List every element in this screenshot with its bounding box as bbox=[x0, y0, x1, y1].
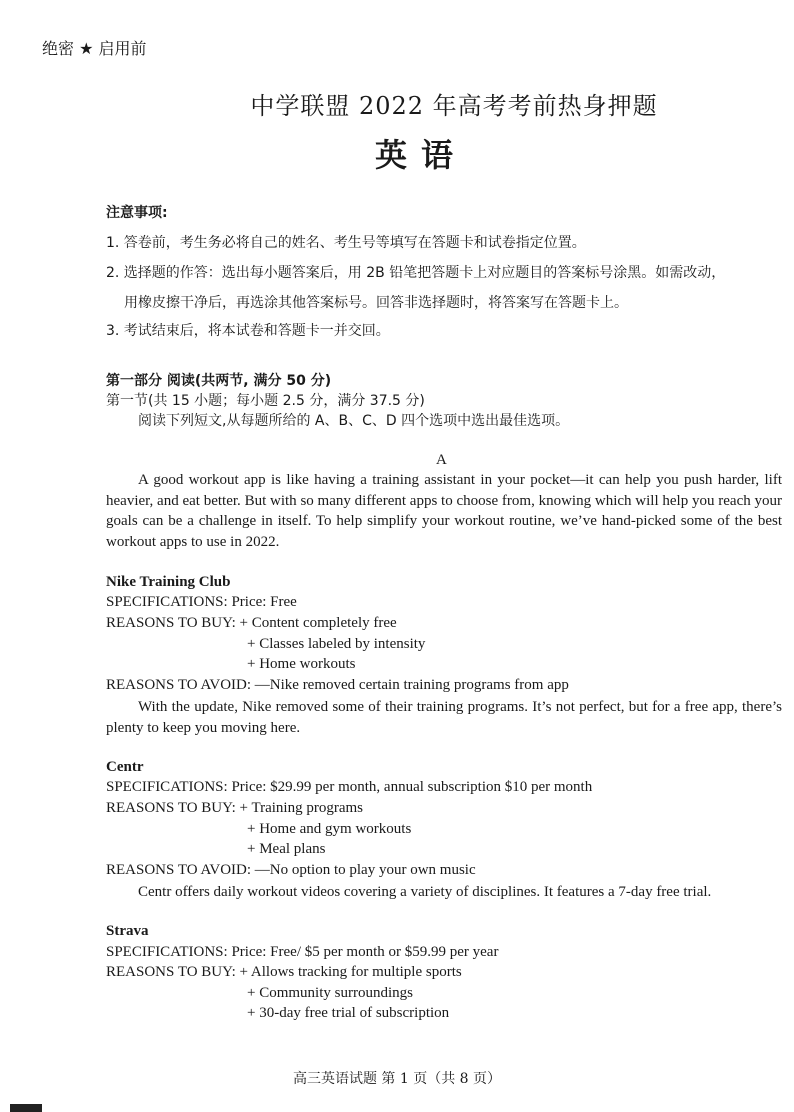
app-buy-item-centr-3: + Meal plans bbox=[247, 841, 326, 857]
app-specs-nike: SPECIFICATIONS: Price: Free bbox=[106, 594, 297, 610]
app-specs-centr: SPECIFICATIONS: Price: $29.99 per month, annual subscription $10 per month bbox=[106, 779, 593, 795]
app-buy-nike: REASONS TO BUY: + Content completely free bbox=[106, 615, 397, 631]
page-footer: 高三英语试题 第 1 页（共 8 页） bbox=[292, 1071, 502, 1087]
app-specs-strava: SPECIFICATIONS: Price: Free/ $5 per month or $59.99 per year bbox=[106, 944, 499, 960]
app-buy-item-strava-3: + 30-day free trial of subscription bbox=[247, 1005, 450, 1021]
app-avoid-nike: REASONS TO AVOID: —Nike removed certain training programs from app bbox=[106, 677, 569, 693]
confidential-label bbox=[42, 36, 147, 59]
exam-title: 中学联盟 2022 年高考考前热身押题 bbox=[250, 92, 658, 120]
reading-instruction: 阅读下列短文,从每题所给的 A、B、C、D 四个选项中选出最佳选项。 bbox=[138, 413, 570, 429]
notice-item-2-line-1: 2. 选择题的作答：选出每小题答案后，用 2B 铅笔把答题卡上对应题目的答案标号涂黑。如需改动， bbox=[106, 265, 726, 281]
app-buy-centr: REASONS TO BUY: + Training programs bbox=[106, 800, 363, 816]
app-name-nike: Nike Training Club bbox=[106, 574, 231, 590]
app-avoid-centr: REASONS TO AVOID: —No option to play your own music bbox=[106, 862, 476, 878]
star-icon: ★ bbox=[79, 39, 94, 58]
app-name-strava: Strava bbox=[106, 923, 149, 939]
app-name-centr: Centr bbox=[106, 759, 144, 775]
passage-intro: A good workout app is like having a training assistant in your pocket—it can help you push harder, lift heavier, and eat better. But with so many different apps to choose from, knowing which will help you reach your goals can be a challenge in itself. To help simplify your workout routine, we’ve hand-picked some of the best workout apps to use in 2022. bbox=[106, 472, 782, 550]
section-heading: 第一节(共 15 小题；每小题 2.5 分，满分 37.5 分) bbox=[106, 393, 425, 409]
app-buy-item-centr-2: + Home and gym workouts bbox=[247, 821, 412, 837]
app-buy-item-strava-2: + Community surroundings bbox=[247, 985, 413, 1001]
notice-heading: 注意事项: bbox=[106, 205, 168, 221]
secret-text: 绝密 bbox=[42, 39, 75, 58]
scan-edge-mark bbox=[10, 1104, 42, 1112]
app-buy-item-nike-2: + Classes labeled by intensity bbox=[247, 636, 426, 652]
notice-item-2-line-2: 用橡皮擦干净后，再选涂其他答案标号。回答非选择题时，将答案写在答题卡上。 bbox=[124, 295, 628, 311]
app-desc-centr: Centr offers daily workout videos covering a variety of disciplines. It features a 7-day free trial. bbox=[138, 884, 712, 900]
passage-label: A bbox=[436, 452, 447, 468]
part-heading: 第一部分 阅读(共两节, 满分 50 分) bbox=[106, 373, 332, 389]
notice-item-1: 1. 答卷前，考生务必将自己的姓名、考生号等填写在答题卡和试卷指定位置。 bbox=[106, 235, 586, 251]
notice-item-3: 3. 考试结束后，将本试卷和答题卡一并交回。 bbox=[106, 323, 390, 339]
app-buy-strava: REASONS TO BUY: + Allows tracking for multiple sports bbox=[106, 964, 462, 980]
subject-title: 英语 bbox=[374, 136, 467, 174]
app-desc-nike: With the update, Nike removed some of their training programs. It’s not perfect, but for a free app, there’s plenty to keep you moving here. bbox=[106, 699, 782, 736]
secret-status: 启用前 bbox=[98, 39, 147, 58]
app-buy-item-nike-3: + Home workouts bbox=[247, 656, 356, 672]
